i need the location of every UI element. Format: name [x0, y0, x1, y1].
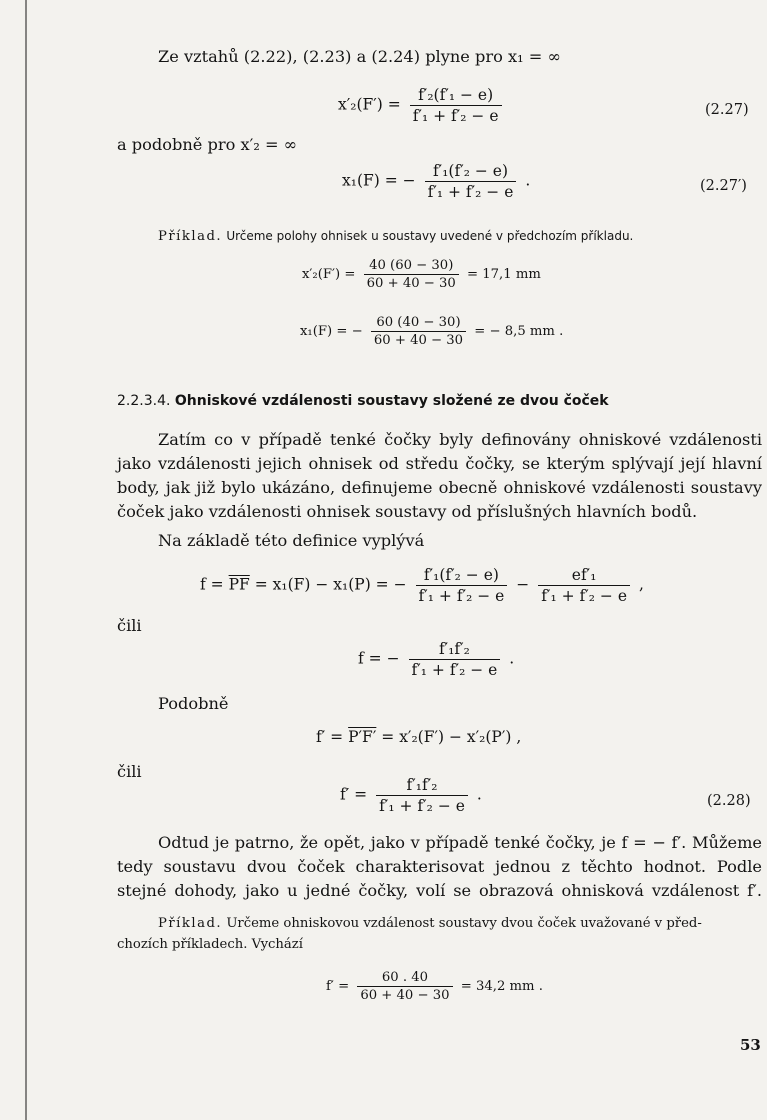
binding-edge [25, 0, 27, 1120]
example-text: Určeme ohniskovou vzdálenost soustavy dvou čoček uvažované v před- [226, 916, 702, 931]
basis-text: Na základě této definice vyplývá [158, 531, 425, 550]
calc-result: = 17,1 mm [467, 267, 541, 282]
equation-number: (2.27′) [700, 178, 747, 194]
equation-lhs: x₁(F) = − [342, 171, 416, 190]
conclusion-line: Odtud je patrno, že opět, jako v případě tenké čočky, je f = − f′. Můžeme [158, 833, 762, 852]
punctuation: . [509, 649, 515, 668]
similarly-text: Podobně [158, 694, 229, 713]
example-2-intro [158, 916, 702, 931]
denominator: 60 + 40 − 30 [373, 333, 464, 348]
equation-f [200, 566, 644, 605]
example-label: Příklad. [158, 229, 223, 244]
calc-result: = 34,2 mm . [460, 979, 543, 994]
f-symbol: f = [200, 575, 224, 594]
paragraph-line: čoček jako vzdálenosti ohnisek soustavy od příslušných hlavních bodů. [117, 502, 698, 521]
calc-result: = − 8,5 mm . [474, 324, 564, 339]
intro-text: Ze vztahů (2.22), (2.23) a (2.24) plyne pro x₁ = ∞ [158, 47, 561, 66]
example-1-calc-1 [302, 258, 541, 291]
paragraph-line: jako vzdálenosti jejich ohnisek od středu čočky, se kterým splývají její hlavní [117, 454, 762, 473]
fraction [364, 258, 459, 291]
equation-f-simplified [358, 640, 514, 679]
calc-lhs: x₁(F) = − [300, 324, 363, 339]
denominator: 60 + 40 − 30 [360, 988, 450, 1003]
equation-2-27-prime [342, 162, 530, 201]
conclusion-line: tedy soustavu dvou čoček charakterisovat jednou z těchto hodnot. Podle [117, 857, 762, 876]
fraction [538, 566, 630, 605]
cili-label: čili [117, 762, 142, 781]
equation-lhs: f = − [358, 649, 400, 668]
section-heading [117, 393, 609, 409]
fraction [410, 86, 502, 125]
denominator: f′₁ + f′₂ − e [411, 661, 498, 679]
calc-lhs: x′₂(F′) = [302, 267, 356, 282]
segment-pf-prime: P′F′ [348, 728, 377, 746]
section-number: 2.2.3.4. [117, 393, 171, 409]
numerator: f′₁f′₂ [409, 640, 501, 660]
similar-text: a podobně pro x′₂ = ∞ [117, 135, 298, 154]
denominator: f′₁ + f′₂ − e [541, 587, 627, 605]
paragraph-line: body, jak již bylo ukázáno, definujeme obecně ohniskové vzdálenosti soustavy [117, 478, 762, 497]
fraction [371, 315, 466, 348]
denominator: f′₁ + f′₂ − e [379, 797, 465, 815]
denominator: f′₁ + f′₂ − e [427, 183, 514, 201]
equation-lhs: f′ = [340, 785, 368, 804]
punctuation: . [476, 785, 482, 804]
equation-rest: = x′₂(F′) − x′₂(P′) , [381, 728, 522, 746]
fraction [409, 640, 501, 679]
equation-f-prime [316, 728, 521, 746]
punctuation: , [638, 575, 644, 594]
punctuation: . [525, 171, 531, 190]
page-number: 53 [740, 1036, 761, 1054]
numerator: f′₁(f′₂ − e) [416, 566, 508, 586]
equation-2-28 [340, 776, 482, 815]
numerator: f′₁(f′₂ − e) [425, 162, 517, 182]
conclusion-line: stejné dohody, jako u jedné čočky, volí se obrazová ohnisková vzdálenost f′. [117, 881, 762, 900]
denominator: f′₁ + f′₂ − e [418, 587, 505, 605]
equation-number: (2.27) [705, 102, 749, 118]
example-2-line: chozích příkladech. Vychází [117, 937, 303, 952]
cili-label: čili [117, 616, 142, 635]
equation-middle: = x₁(F) − x₁(P) = − [254, 575, 407, 594]
example-text: Určeme polohy ohnisek u soustavy uvedené v předchozím příkladu. [226, 229, 634, 243]
numerator: ef′₁ [538, 566, 630, 586]
section-title: Ohniskové vzdálenosti soustavy složené ze dvou čoček [174, 393, 609, 409]
example-label: Příklad. [158, 916, 223, 931]
fraction [425, 162, 517, 201]
equation-number: (2.28) [707, 793, 751, 809]
minus-sign: − [516, 575, 530, 594]
numerator: 60 . 40 [357, 970, 452, 987]
numerator: f′₁f′₂ [376, 776, 468, 796]
denominator: 60 + 40 − 30 [366, 276, 456, 291]
numerator: f′₂(f′₁ − e) [410, 86, 502, 106]
denominator: f′₁ + f′₂ − e [412, 107, 499, 125]
example-1-calc-2 [300, 315, 563, 348]
paragraph-line: Zatím co v případě tenké čočky byly definovány ohniskové vzdálenosti [158, 430, 762, 449]
segment-pf: $\overline{PF}$ [228, 575, 250, 594]
example-1-intro [158, 229, 633, 244]
f-prime-symbol: f′ = [316, 728, 344, 746]
fraction [416, 566, 508, 605]
equation-2-27 [338, 86, 506, 125]
example-2-calc [326, 970, 543, 1003]
numerator: 40 (60 − 30) [364, 258, 459, 275]
calc-lhs: f′ = [326, 979, 350, 994]
numerator: 60 (40 − 30) [371, 315, 466, 332]
fraction [357, 970, 452, 1003]
fraction [376, 776, 468, 815]
equation-lhs: x′₂(F′) = [338, 95, 401, 114]
